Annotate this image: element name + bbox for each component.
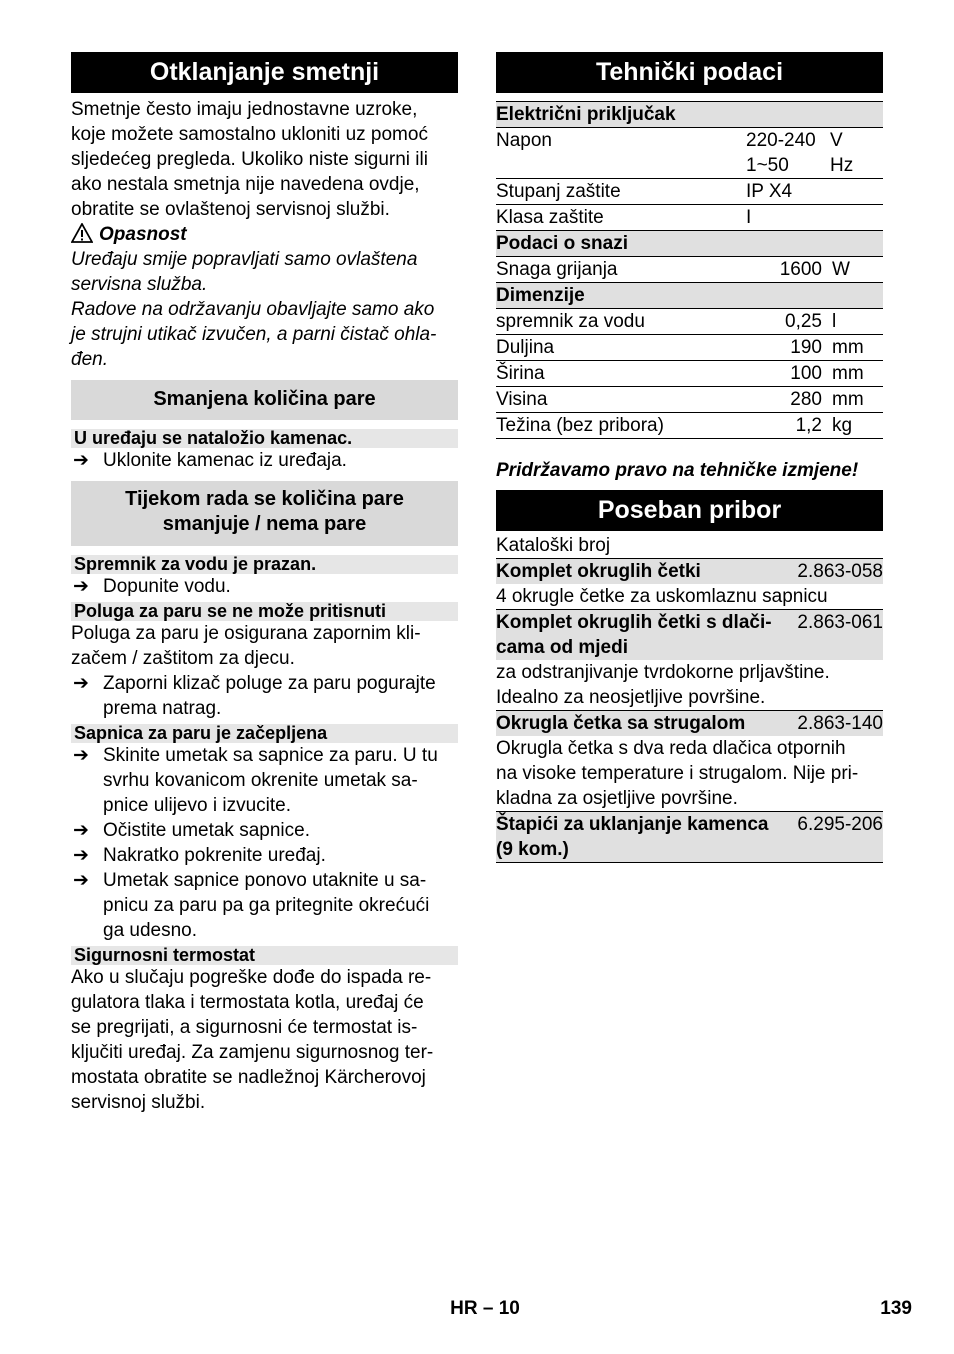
page-number: 139: [880, 1298, 912, 1319]
accessory-code: 6.295-206: [797, 814, 883, 835]
warning-title: Opasnost: [99, 224, 187, 245]
accessory-name: Komplet okruglih četki: [496, 561, 701, 582]
spec-row: [496, 335, 883, 361]
text-line: Poluga za paru je osigurana zapornim kli-: [71, 623, 421, 644]
step-text: ga udesno.: [103, 920, 198, 941]
spec-label: Visina: [496, 387, 746, 413]
spec-unit: W: [822, 257, 883, 283]
spec-value: 0,25: [746, 309, 822, 335]
step-text: Nakratko pokrenite uređaj.: [103, 845, 326, 866]
step-text: Uklonite kamenac iz uređaja.: [103, 450, 347, 471]
spec-label: Napon: [496, 128, 746, 179]
step-item: [71, 448, 458, 473]
spec-label: Težina (bez pribora): [496, 413, 746, 439]
spec-section: Dimenzije: [496, 283, 883, 309]
text-line: Ako u slučaju pogreške dođe do ispada re-: [71, 967, 432, 988]
text-line: začem / zaštitom za djecu.: [71, 648, 295, 669]
spec-unit: kg: [822, 413, 883, 439]
step-text: Dopunite vodu.: [103, 576, 231, 597]
step-text: Zaporni klizač poluge za paru pogurajte: [103, 673, 436, 694]
spec-value: 100: [746, 361, 822, 387]
step-item: [71, 843, 458, 868]
problem-heading: Sigurnosni termostat: [71, 946, 458, 965]
accessory-description: 4 okrugle četke za uskomlaznu sapnicu: [496, 584, 883, 610]
spec-section-row: [496, 283, 883, 309]
accessory-code: 2.863-140: [797, 713, 883, 734]
technical-changes-note: Pridržavamo pravo na tehničke izmjene!: [496, 460, 859, 481]
spec-unit: l: [822, 309, 883, 335]
spec-row: [496, 309, 883, 335]
arrow-right-icon: ➔: [73, 745, 89, 766]
spec-label: Stupanj zaštite: [496, 179, 746, 205]
spec-value: IP X4: [746, 179, 883, 205]
spec-section: Podaci o snazi: [496, 231, 883, 257]
subsection-reduced-steam: Smanjena količina pare: [71, 380, 458, 420]
step-text: prema natrag.: [103, 698, 222, 719]
arrow-right-icon: ➔: [73, 673, 89, 694]
text-line: mostata obratite se nadležnoj Kärcherovoj: [71, 1067, 426, 1088]
accessory-name: Okrugla četka sa strugalom: [496, 713, 746, 734]
accessory-name: Komplet okruglih četki s dlači- cama od mjedi: [496, 612, 772, 658]
spec-value: 190: [746, 335, 822, 361]
spec-value: 1600: [746, 257, 822, 283]
accessory-description: Okrugla četka s dva reda dlačica otpornih na visoke temperature i strugalom. Nije pri- kladna za osjetljive površine.: [496, 736, 883, 812]
accessory-name: Štapići za uklanjanje kamenca (9 kom.): [496, 814, 769, 860]
section-title-technical-data: Tehnički podaci: [496, 52, 883, 93]
accessory-heading: [496, 610, 883, 660]
right-column: [496, 52, 883, 863]
spec-row: [496, 128, 883, 179]
text-line: servisnoj službi.: [71, 1092, 206, 1113]
step-text: pnicu za paru pa ga pritegnite okrećući: [103, 895, 430, 916]
spec-row: [496, 257, 883, 283]
spec-section: Električni priključak: [496, 102, 883, 128]
problem-heading: Poluga za paru se ne može pritisnuti: [71, 602, 458, 621]
spec-row: [496, 179, 883, 205]
problem-heading: Spremnik za vodu je prazan.: [71, 555, 458, 574]
spec-label: spremnik za vodu: [496, 309, 746, 335]
section-title-troubleshooting: Otklanjanje smetnji: [71, 52, 458, 93]
step-text: Očistite umetak sapnice.: [103, 820, 310, 841]
problem-heading: Sapnica za paru je začepljena: [71, 724, 458, 743]
intro-line: Smetnje često imaju jednostavne uzroke,: [71, 99, 418, 120]
accessory-heading: [496, 812, 883, 863]
spec-unit: mm: [822, 387, 883, 413]
left-column: [71, 52, 458, 1115]
spec-section-row: [496, 231, 883, 257]
spec-value: 220-240 1~50: [746, 128, 822, 179]
arrow-right-icon: ➔: [73, 576, 89, 597]
spec-label: Klasa zaštite: [496, 205, 746, 231]
accessory-heading: [496, 559, 883, 584]
arrow-right-icon: ➔: [73, 450, 89, 471]
spec-label: Snaga grijanja: [496, 257, 746, 283]
step-item: [71, 671, 458, 721]
spec-unit: V Hz: [822, 128, 883, 179]
spec-section-row: [496, 102, 883, 128]
intro-line: ako nestala smetnja nije navedena ovdje,: [71, 174, 420, 195]
warning-heading: [71, 222, 458, 247]
warning-line: Uređaju smije popravljati samo ovlaštena: [71, 249, 418, 270]
spec-row: [496, 413, 883, 439]
step-item: [71, 743, 458, 818]
footer-section-label: HR – 10: [450, 1298, 520, 1319]
intro-line: obratite se ovlaštenoj servisnoj službi.: [71, 199, 390, 220]
warning-triangle-icon: [71, 223, 93, 243]
subsection-line: Tijekom rada se količina pare: [125, 488, 404, 510]
spec-value: 1,2: [746, 413, 822, 439]
arrow-right-icon: ➔: [73, 845, 89, 866]
warning-line: je strujni utikač izvučen, a parni čistač ohla-: [71, 324, 437, 345]
subsection-line: smanjuje / nema pare: [162, 513, 367, 535]
step-item: [71, 868, 458, 943]
spec-row: [496, 205, 883, 231]
spec-unit: mm: [822, 335, 883, 361]
text-line: se pregrijati, a sigurnosni će termostat is-: [71, 1017, 418, 1038]
intro-line: sljedećeg pregleda. Ukoliko niste sigurni ili: [71, 149, 428, 170]
spec-unit: mm: [822, 361, 883, 387]
accessory-description: za odstranjivanje tvrdokorne prljavštine. Idealno za neosjetljive površine.: [496, 660, 883, 711]
text-line: gulatora tlaka i termostata kotla, uređaj će: [71, 992, 424, 1013]
spec-table: [496, 102, 883, 439]
warning-line: Radove na održavanju obavljajte samo ako: [71, 299, 435, 320]
arrow-right-icon: ➔: [73, 870, 89, 891]
spec-row: [496, 361, 883, 387]
step-item: [71, 818, 458, 843]
spec-row: [496, 387, 883, 413]
spec-value: 280: [746, 387, 822, 413]
catalog-number-label: Kataloški broj: [496, 533, 883, 559]
accessory-heading: [496, 711, 883, 736]
step-text: Umetak sapnice ponovo utaknite u sa-: [103, 870, 427, 891]
warning-line: đen.: [71, 349, 108, 370]
step-text: Skinite umetak sa sapnice za paru. U tu: [103, 745, 438, 766]
accessory-code: 2.863-058: [797, 561, 883, 582]
arrow-right-icon: ➔: [73, 820, 89, 841]
spec-label: Širina: [496, 361, 746, 387]
spec-label: Duljina: [496, 335, 746, 361]
accessory-code: 2.863-061: [797, 612, 883, 633]
spec-value: I: [746, 205, 883, 231]
warning-line: servisna služba.: [71, 274, 208, 295]
step-text: pnice ulijevo i izvucite.: [103, 795, 291, 816]
step-text: svrhu kovanicom okrenite umetak sa-: [103, 770, 418, 791]
intro-line: koje možete samostalno ukloniti uz pomoć: [71, 124, 428, 145]
step-item: [71, 574, 458, 599]
text-line: ključiti uređaj. Za zamjenu sigurnosnog ter-: [71, 1042, 434, 1063]
subsection-steam-reduces: [71, 481, 458, 546]
problem-heading: U uređaju se nataložio kamenac.: [71, 429, 458, 448]
section-title-accessories: Poseban pribor: [496, 490, 883, 531]
